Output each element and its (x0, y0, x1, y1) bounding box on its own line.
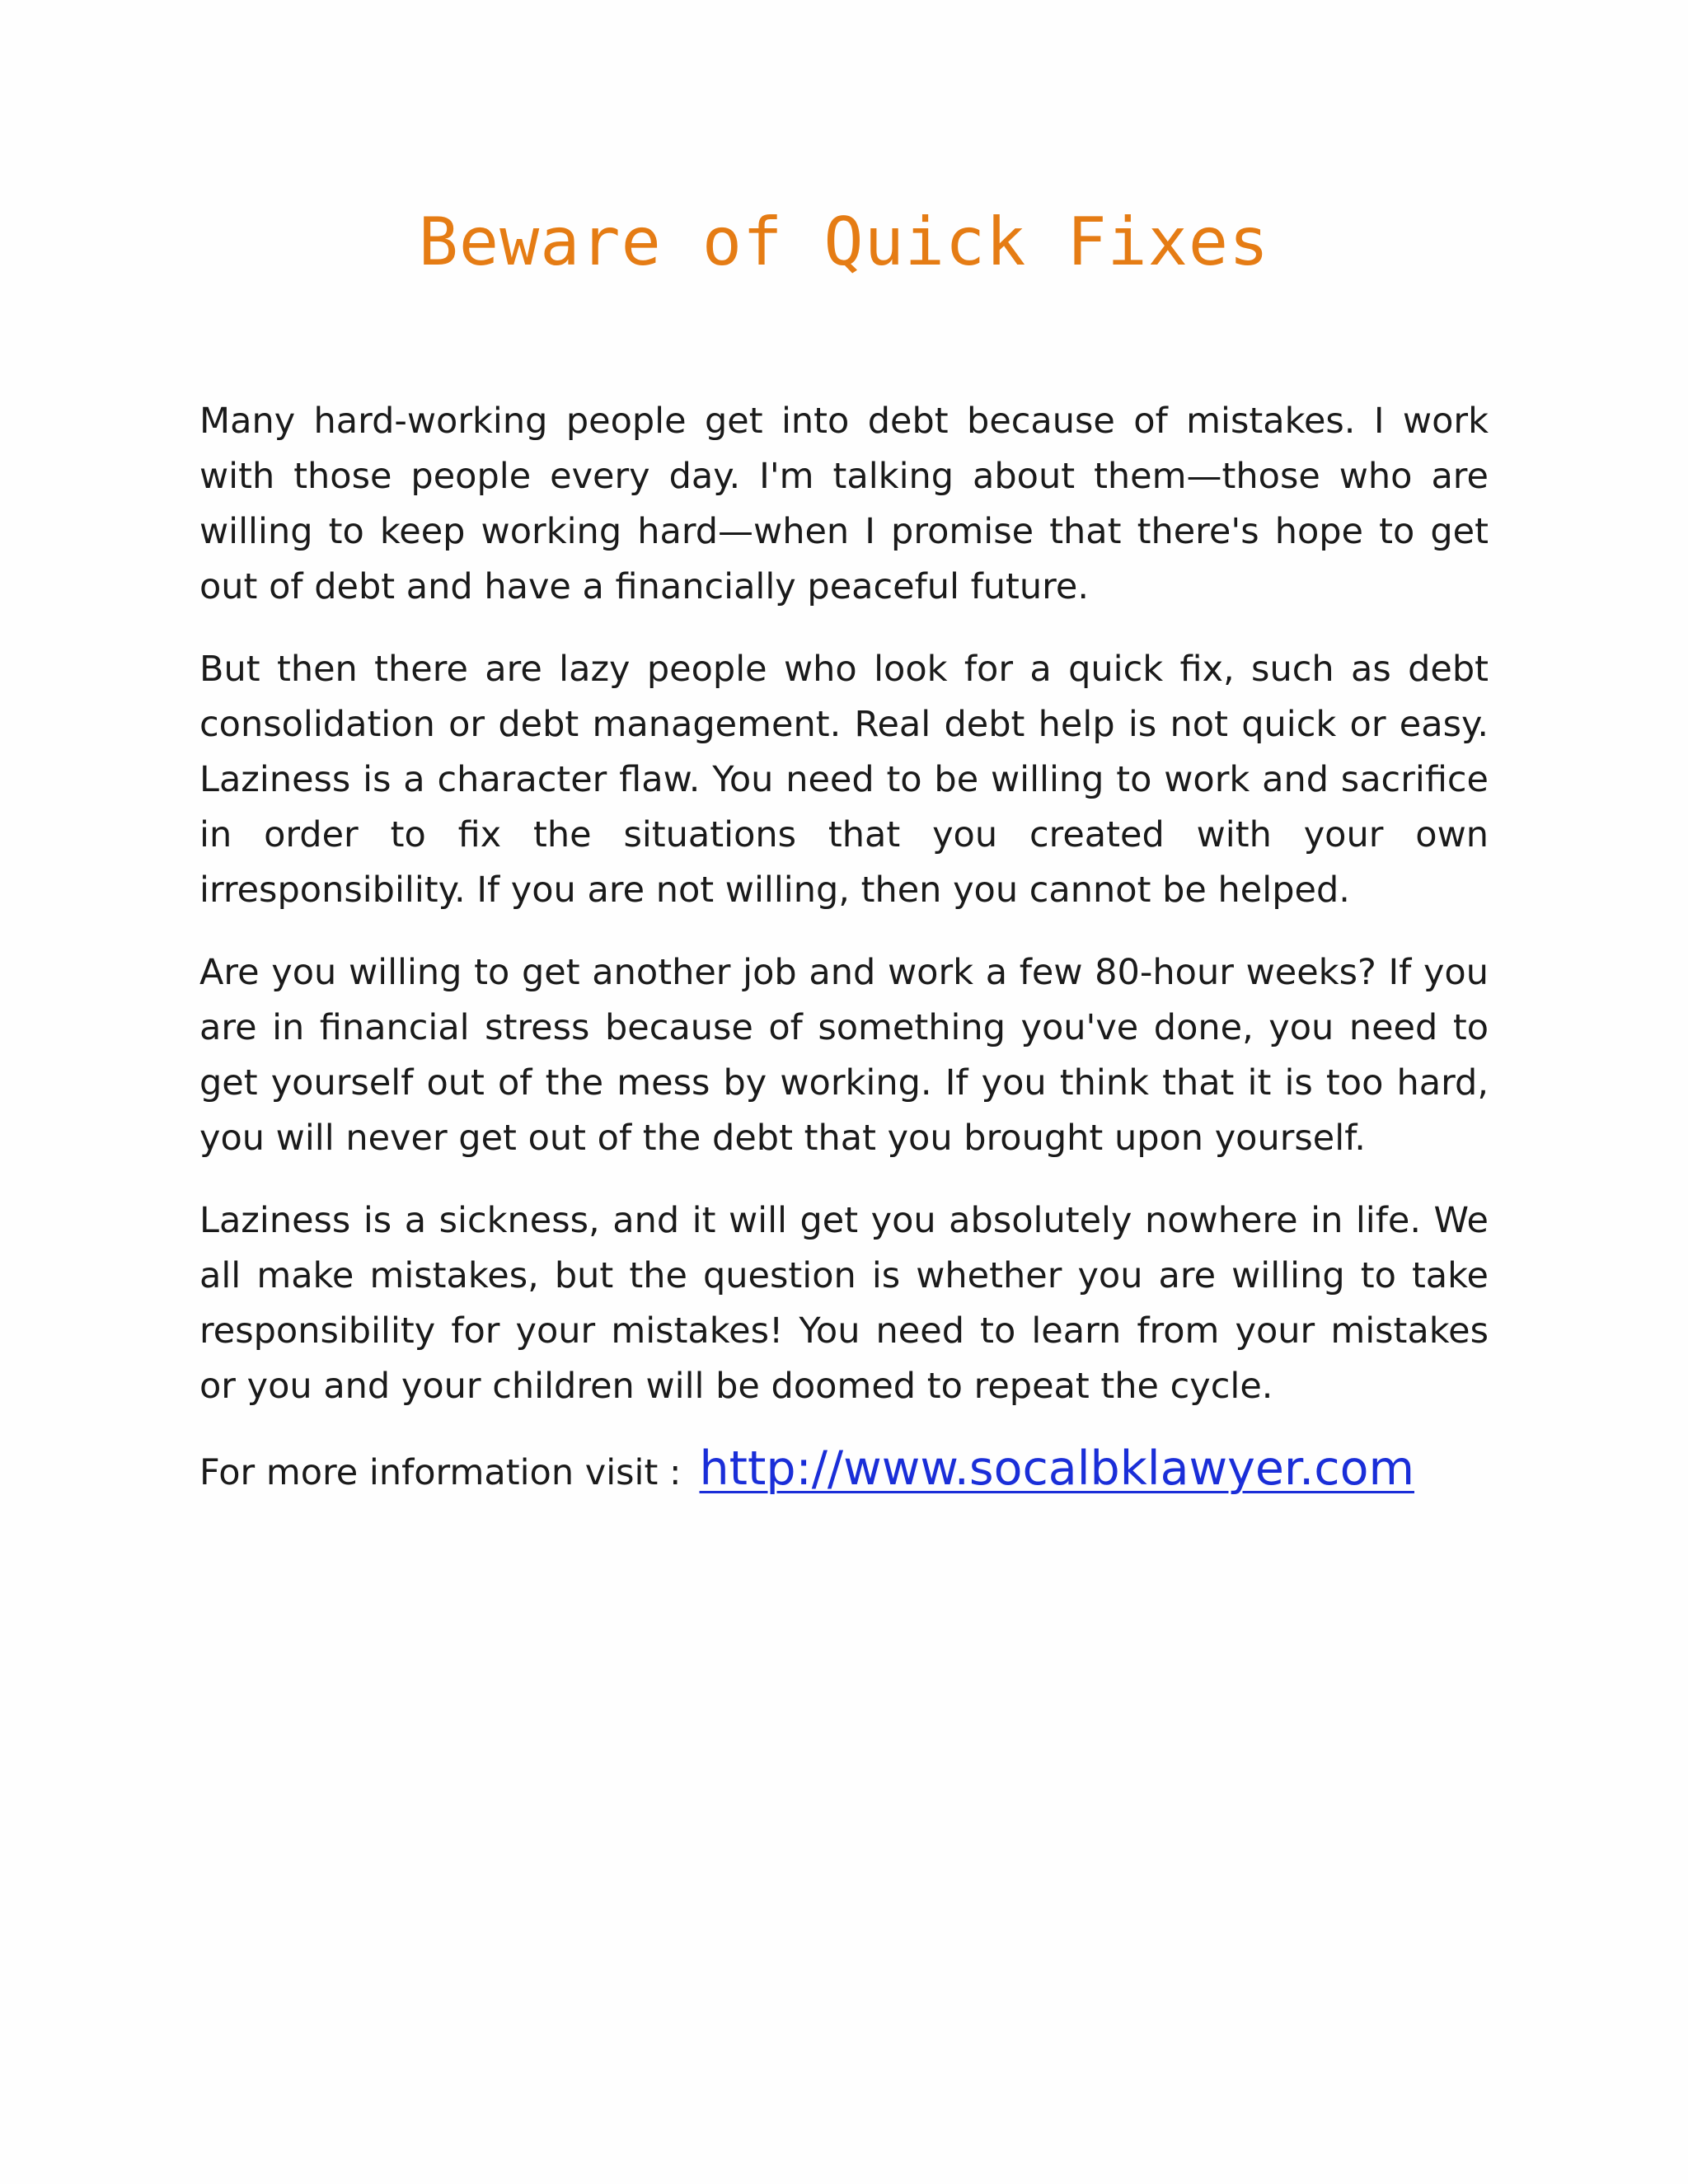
paragraph-1: Many hard-working people get into debt because of mistakes. I work with those people every day. I'm talking about them—those who are willing to keep working hard—when I promise that there's hope to get out of debt and have a financially peaceful future. (199, 401, 1489, 607)
document-body (199, 394, 1489, 1501)
paragraph-4: Laziness is a sickness, and it will get you absolutely nowhere in life. We all make mistakes, but the question is whether you are willing to take responsibility for your mistakes! You need to learn from your mistakes or you and your children will be doomed to repeat the cycle. (199, 1200, 1489, 1407)
paragraph-2: But then there are lazy people who look for a quick fix, such as debt consolidation or debt management. Real debt help is not quick or easy. Laziness is a character flaw. You need to be willing to work and sacrifice in order to fix the situations that you created with your own irresponsibility. If you are not willing, then you cannot be helped. (199, 649, 1489, 911)
document-title: Beware of Quick Fixes (418, 204, 1270, 280)
more-info-line (199, 1441, 1489, 1501)
more-info-label: For more information visit : (199, 1452, 682, 1493)
website-link[interactable]: http://www.socalbklawyer.com (699, 1441, 1414, 1496)
paragraph-3: Are you willing to get another job and work a few 80-hour weeks? If you are in financial stress because of something you've done, you need to get yourself out of the mess by working. If you think that it is too hard, you will never get out of the debt that you brought upon yourself. (199, 952, 1489, 1159)
